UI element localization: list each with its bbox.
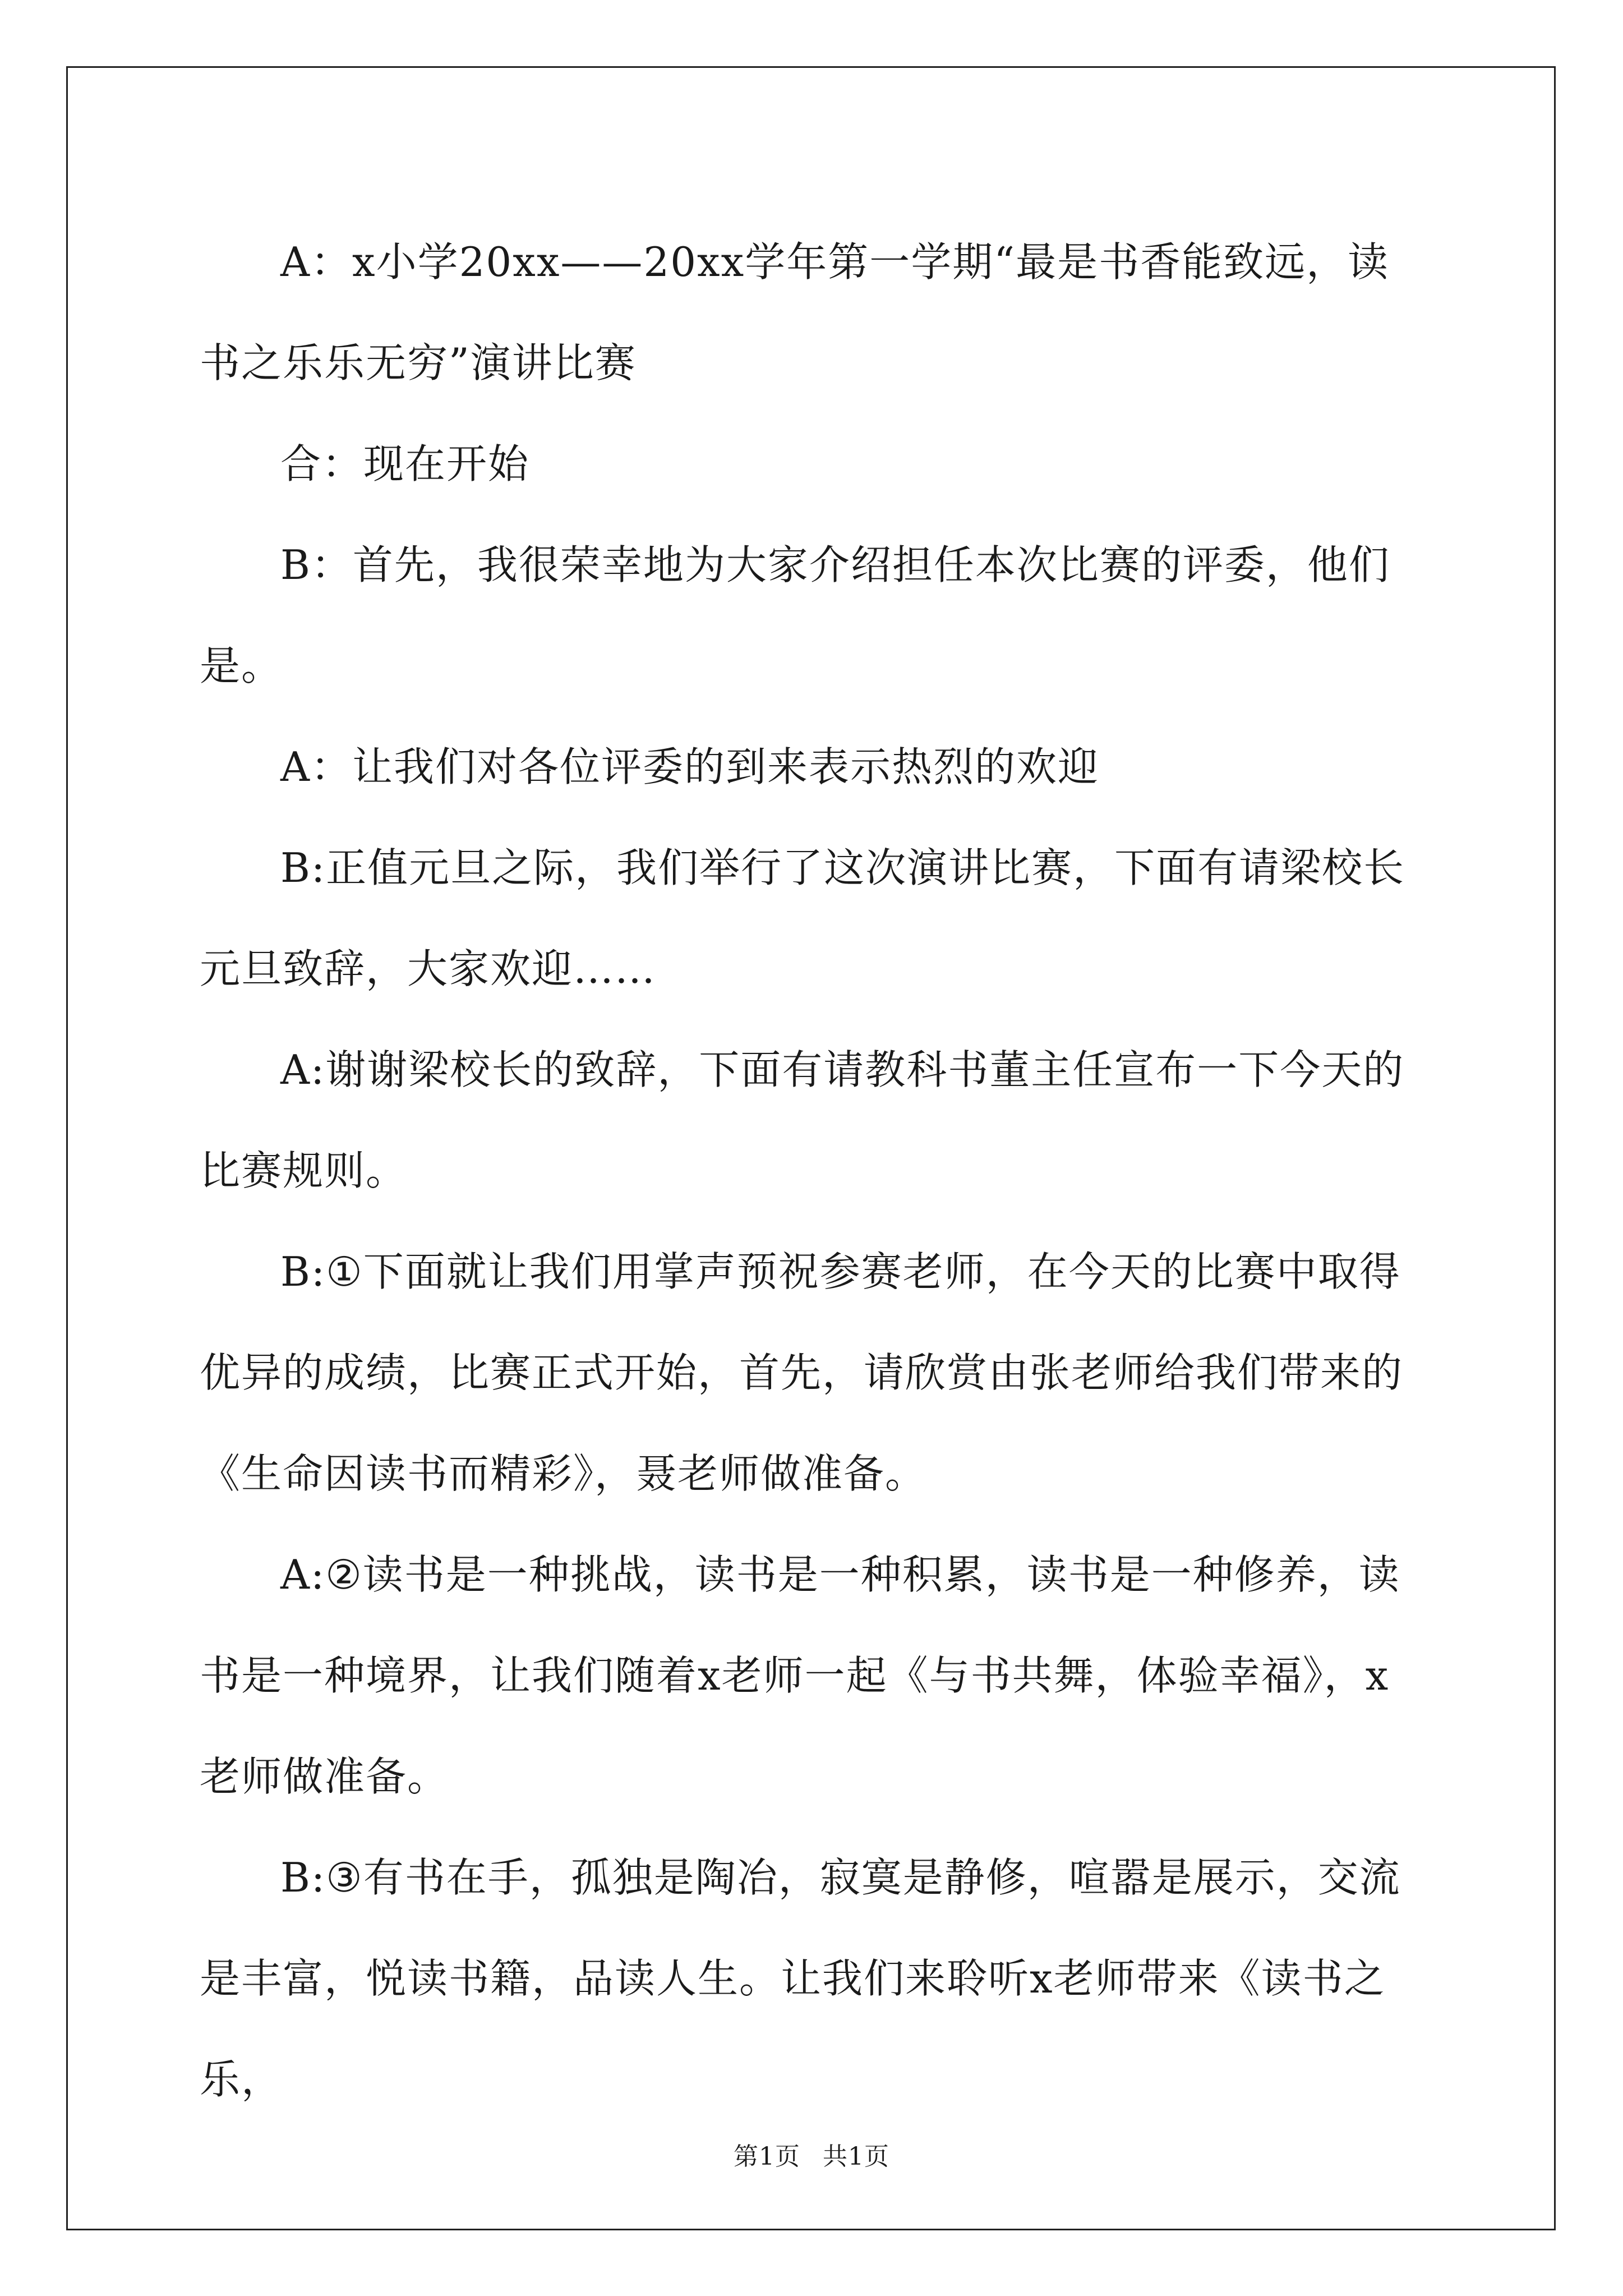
paragraph: B:①下面就让我们用掌声预祝参赛老师，在今天的比赛中取得优异的成绩，比赛正式开始，首先，请欣赏由张老师给我们带来的《生命因读书而精彩》，聂老师做准备。 — [200, 1248, 1404, 1497]
page-footer — [0, 2140, 1623, 2174]
paragraph: B：首先，我很荣幸地为大家介绍担任本次比赛的评委，他们是。 — [200, 541, 1390, 689]
page-number: 第1页 — [734, 2142, 800, 2171]
paragraph: A：让我们对各位评委的到来表示热烈的欢迎 — [280, 743, 1099, 790]
paragraph: A：x小学20xx——20xx学年第一学期“最是书香能致远，读书之乐乐无穷”演讲比赛 — [200, 238, 1390, 386]
paragraph: A:谢谢梁校长的致辞，下面有请教科书董主任宣布一下今天的比赛规则。 — [200, 1046, 1405, 1194]
document-body — [200, 222, 1428, 2130]
paragraph: B:正值元旦之际，我们举行了这次演讲比赛，下面有请梁校长元旦致辞，大家欢迎…… — [200, 844, 1405, 992]
paragraph: B:③有书在手，孤独是陶冶，寂寞是静修，喧嚣是展示，交流是丰富，悦读书籍，品读人生。让我们来聆听x老师带来《读书之乐， — [200, 1854, 1401, 2103]
paragraph: A:②读书是一种挑战，读书是一种积累，读书是一种修养，读书是一种境界，让我们随着x老师一起《与书共舞，体验幸福》，x老师做准备。 — [200, 1551, 1400, 1800]
paragraph: 合：现在开始 — [280, 440, 530, 487]
page-total: 共1页 — [823, 2142, 889, 2171]
